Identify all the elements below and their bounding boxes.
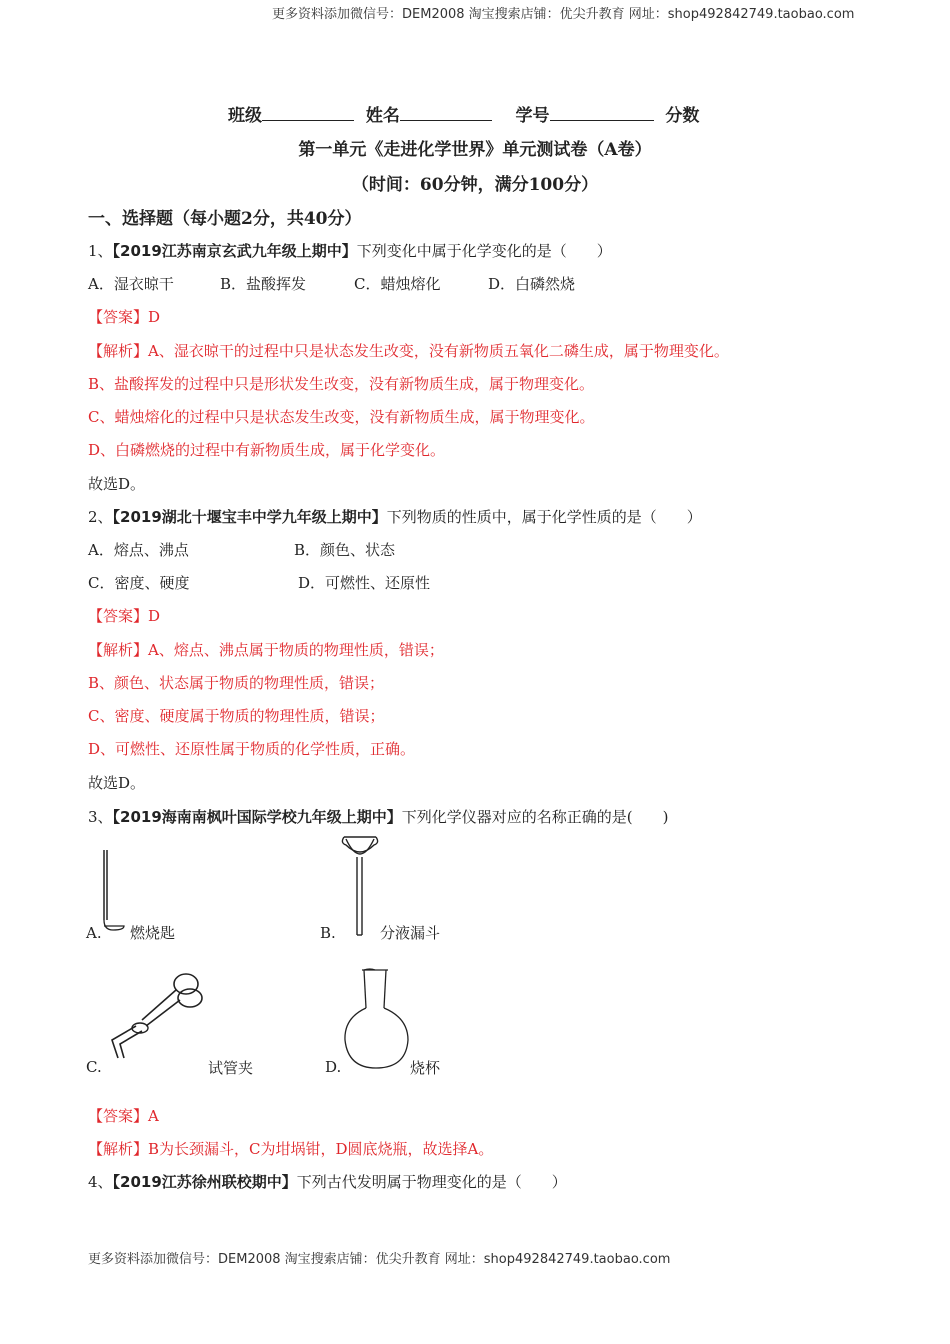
q1-text: 下列变化中属于化学变化的是（ ）	[356, 242, 612, 260]
q1-option-c: C．蜡烛熔化	[354, 275, 441, 293]
crucible-tongs-icon	[100, 968, 210, 1060]
q3-option-d-name: 烧杯	[410, 1059, 441, 1077]
id-label: 学号	[515, 106, 550, 126]
page-header: 更多资料添加微信号：DEM2008 淘宝搜索店铺：优尖升教育 网址：shop492842749.taobao.com	[272, 7, 855, 22]
q3-analysis-tag: 【解析】	[88, 1140, 149, 1158]
q2-option-b: B．颜色、状态	[294, 541, 396, 559]
name-blank	[400, 106, 492, 121]
q1-analysis-tag: 【解析】	[88, 342, 149, 360]
q4-source: 【2019江苏徐州联校期中】	[112, 1173, 297, 1191]
q1-option-d: D．白磷然烧	[488, 275, 576, 293]
question-1-stem	[88, 240, 612, 261]
combustion-spoon-icon	[98, 850, 128, 940]
q1-source: 【2019江苏南京玄武九年级上期中】	[112, 242, 357, 260]
q3-text: 下列化学仪器对应的名称正确的是( )	[401, 808, 669, 826]
q3-number: 3、	[88, 808, 113, 826]
q1-analysis-line-1	[88, 340, 729, 361]
round-bottom-flask-icon	[342, 968, 412, 1073]
class-label: 班级	[228, 106, 262, 126]
q2-number: 2、	[88, 508, 113, 526]
q3-option-a-name: 燃烧匙	[130, 924, 176, 942]
q2-answer-value: D	[148, 607, 161, 625]
q3-option-b-name: 分液漏斗	[380, 924, 441, 942]
q1-analysis-line-4: D、白磷燃烧的过程中有新物质生成，属于化学变化。	[88, 441, 446, 459]
page-subtitle: （时间：60分钟，满分100分）	[351, 175, 599, 195]
q2-analysis-line-4: D、可燃性、还原性属于物质的化学性质，正确。	[88, 740, 416, 758]
q1-conclusion: 故选D。	[88, 475, 146, 493]
q2-analysis-line-1	[88, 639, 444, 660]
page-footer: 更多资料添加微信号：DEM2008 淘宝搜索店铺：优尖升教育 网址：shop492842749.taobao.com	[88, 1252, 671, 1267]
q2-answer	[88, 605, 160, 626]
q3-answer	[88, 1105, 159, 1126]
q1-option-b: B．盐酸挥发	[220, 275, 307, 293]
q3-analysis	[88, 1138, 493, 1159]
q2-analysis-text-1: A、熔点、沸点属于物质的物理性质，错误；	[148, 641, 444, 659]
q4-text: 下列古代发明属于物理变化的是（ ）	[296, 1173, 567, 1191]
q3-option-d-letter: D.	[325, 1058, 342, 1076]
info-line	[228, 101, 699, 126]
q3-source: 【2019海南南枫叶国际学校九年级上期中】	[112, 808, 402, 826]
q1-analysis-line-2: B、盐酸挥发的过程中只是形状发生改变，没有新物质生成，属于物理变化。	[88, 375, 595, 393]
q2-source: 【2019湖北十堰宝丰中学九年级上期中】	[112, 508, 387, 526]
q2-option-a: A．熔点、沸点	[88, 541, 189, 559]
q3-option-c-name: 试管夹	[208, 1059, 254, 1077]
q1-number: 1、	[88, 242, 113, 260]
question-2-stem	[88, 506, 702, 527]
q1-answer	[88, 306, 160, 327]
q2-answer-tag: 【答案】	[88, 607, 149, 625]
q4-number: 4、	[88, 1173, 113, 1191]
id-blank	[550, 106, 654, 121]
name-label: 姓名	[365, 106, 400, 126]
section-heading: 一、选择题（每小题2分，共40分）	[88, 209, 362, 229]
q2-analysis-line-3: C、密度、硬度属于物质的物理性质，错误；	[88, 707, 385, 725]
q2-option-c: C．密度、硬度	[88, 574, 190, 592]
q3-answer-value: A	[148, 1107, 159, 1125]
q1-option-a: A．湿衣晾干	[88, 275, 174, 293]
class-blank	[262, 106, 354, 121]
q3-option-a-letter: A.	[86, 924, 102, 942]
q3-option-b-letter: B.	[320, 924, 336, 942]
q2-analysis-line-2: B、颜色、状态属于物质的物理性质，错误；	[88, 674, 385, 692]
score-label: 分数	[665, 106, 700, 126]
q1-answer-tag: 【答案】	[88, 308, 149, 326]
q3-answer-tag: 【答案】	[88, 1107, 149, 1125]
q2-conclusion: 故选D。	[88, 774, 146, 792]
q3-analysis-text: B为长颈漏斗，C为坩埚钳，D圆底烧瓶，故选择A。	[148, 1140, 494, 1158]
question-4-stem	[88, 1171, 567, 1192]
q1-analysis-line-3: C、蜡烛熔化的过程中只是状态发生改变，没有新物质生成，属于物理变化。	[88, 408, 595, 426]
q3-option-c-letter: C.	[86, 1058, 102, 1076]
question-3-stem	[88, 806, 669, 827]
q1-analysis-text-1: A、湿衣晾干的过程中只是状态发生改变，没有新物质五氧化二磷生成，属于物理变化。	[148, 342, 729, 360]
page-title: 第一单元《走进化学世界》单元测试卷（A卷）	[298, 140, 652, 160]
q1-answer-value: D	[148, 308, 161, 326]
q2-option-d: D．可燃性、还原性	[298, 574, 431, 592]
q2-text: 下列物质的性质中，属于化学性质的是（ ）	[386, 508, 702, 526]
long-neck-funnel-icon	[340, 835, 380, 940]
q2-analysis-tag: 【解析】	[88, 641, 149, 659]
